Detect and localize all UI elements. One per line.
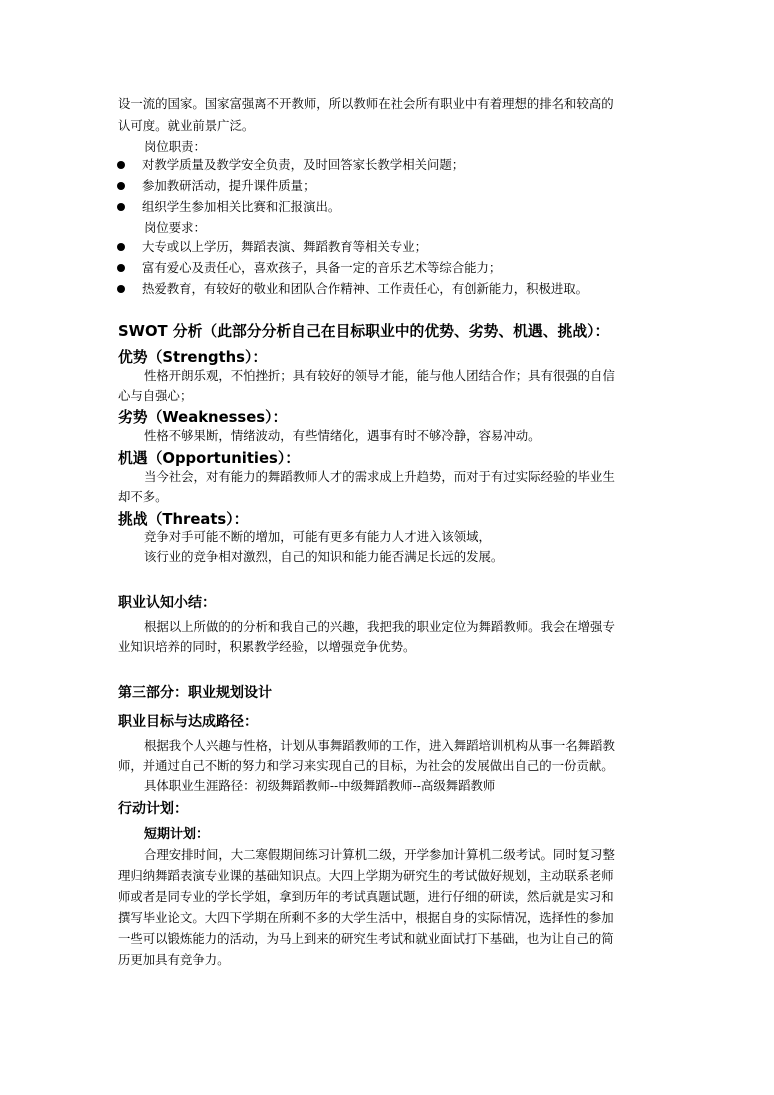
duty-item: 参加教研活动，提升课件质量； [142, 178, 316, 193]
weaknesses-heading: 劣势（Weaknesses）： [118, 409, 288, 426]
short-term-line: 撰写毕业论文。大四下学期在所剩不多的大学生活中，根据自身的实际情况，选择性的参加 [118, 910, 614, 925]
bullet-icon [117, 285, 125, 293]
threats-line-1: 竞争对手可能不断的增加，可能有更多有能力人才进入该领域， [144, 529, 491, 544]
bullet-icon [117, 243, 125, 251]
goal-line-2: 师，并通过自己不断的努力和学习来实现自己的目标，为社会的发展做出自己的一份贡献。 [118, 758, 614, 773]
requirement-item: 热爱教育，有较好的敬业和团队合作精神、工作责任心，有创新能力，积极进取。 [142, 281, 589, 296]
summary-line-1: 根据以上所做的的分析和我自己的兴趣，我把我的职业定位为舞蹈教师。我会在增强专 [144, 619, 615, 634]
opportunities-line-1: 当今社会，对有能力的舞蹈教师人才的需求成上升趋势，而对于有过实际经验的毕业生 [144, 469, 615, 484]
short-term-line: 理归纳舞蹈表演专业课的基础知识点。大四上学期为研究生的考试做好规划，主动联系老师 [118, 868, 614, 883]
opportunities-line-2: 却不多。 [118, 489, 168, 504]
short-term-line: 师或者是同专业的学长学姐，拿到历年的考试真题试题，进行仔细的研读，然后就是实习和 [118, 889, 614, 904]
summary-line-2: 业知识培养的同时，积累教学经验，以增强竞争优势。 [118, 639, 416, 654]
intro-line-1: 设一流的国家。国家富强离不开教师，所以教师在社会所有职业中有着理想的排名和较高的 [118, 96, 614, 111]
bullet-icon [117, 161, 125, 169]
swot-heading: SWOT 分析（此部分分析自己在目标职业中的优势、劣势、机遇、挑战）： [118, 323, 610, 340]
short-term-line: 一些可以锻炼能力的活动，为马上到来的研究生考试和就业面试打下基础，也为让自己的简 [118, 931, 614, 946]
goal-heading: 职业目标与达成路径： [118, 714, 258, 730]
strengths-line-1: 性格开朗乐观，不怕挫折；具有较好的领导才能，能与他人团结合作；具有很强的自信 [144, 368, 615, 383]
strengths-heading: 优势（Strengths）： [118, 349, 268, 366]
short-term-heading: 短期计划： [144, 827, 210, 842]
action-heading: 行动计划： [118, 801, 188, 817]
bullet-icon [117, 203, 125, 211]
short-term-line: 合理安排时间，大二寒假期间练习计算机二级，开学参加计算机二级考试。同时复习整 [144, 847, 615, 862]
bullet-icon [117, 182, 125, 190]
bullet-icon [117, 264, 125, 272]
weaknesses-line-1: 性格不够果断，情绪波动，有些情绪化，遇事有时不够冷静，容易冲动。 [144, 428, 541, 443]
summary-heading: 职业认知小结： [118, 595, 216, 611]
opportunities-heading: 机遇（Opportunities）： [118, 450, 301, 467]
goal-line-1: 根据我个人兴趣与性格，计划从事舞蹈教师的工作，进入舞蹈培训机构从事一名舞蹈教 [144, 738, 615, 753]
threats-line-2: 该行业的竞争相对激烈，自己的知识和能力能否满足长远的发展。 [144, 549, 504, 564]
duties-label: 岗位职责： [144, 139, 206, 154]
duty-item: 组织学生参加相关比赛和汇报演出。 [142, 199, 341, 214]
duty-item: 对教学质量及教学安全负责，及时回答家长教学相关问题； [142, 157, 465, 172]
career-path-line: 具体职业生涯路径：初级舞蹈教师--中级舞蹈教师--高级舞蹈教师 [144, 778, 496, 793]
part3-heading: 第三部分：职业规划设计 [118, 685, 272, 701]
strengths-line-2: 心与自强心； [118, 388, 193, 403]
requirements-label: 岗位要求： [144, 220, 206, 235]
requirement-item: 富有爱心及责任心，喜欢孩子，具备一定的音乐艺术等综合能力； [142, 260, 502, 275]
requirement-item: 大专或以上学历，舞蹈表演、舞蹈教育等相关专业； [142, 239, 427, 254]
intro-line-2: 认可度。就业前景广泛。 [118, 118, 255, 133]
threats-heading: 挑战（Threats）： [118, 511, 249, 528]
short-term-line: 历更加具有竞争力。 [118, 952, 230, 967]
